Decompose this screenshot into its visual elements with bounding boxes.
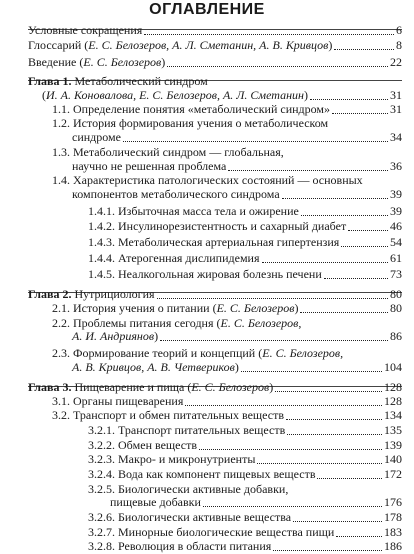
toc-entry-text (28, 38, 332, 53)
entry-title: ) (269, 380, 274, 394)
chapter-label: Глава 1. (28, 74, 72, 88)
toc-entry-text (72, 360, 239, 375)
entry-title: Глоссарий ( (28, 38, 89, 52)
entry-title: ) (328, 38, 333, 52)
page-number: 134 (384, 408, 402, 422)
entry-title: 2.3. Формирование теорий и концепций ( (52, 346, 263, 360)
page-number: 61 (390, 251, 402, 265)
entry-title: пищевые добавки (110, 495, 201, 509)
toc-entry-text (52, 301, 298, 316)
author-names: Е. С. Белозеров (83, 55, 162, 69)
toc-entry-text (72, 187, 280, 202)
page-number: 8 (396, 38, 402, 52)
entry-title: 3.2.7. Минорные биологические вещества пищи (88, 525, 335, 539)
entry-title: ) (294, 301, 299, 315)
dot-leader (348, 230, 388, 231)
toc-entry-text (52, 394, 183, 409)
toc-entry-text (28, 74, 208, 89)
author-names: Е. С. Белозеров, (262, 346, 344, 360)
page-number: 86 (390, 329, 402, 343)
dot-leader (287, 434, 382, 435)
author-names: И. А. Коновалова, Е. С. Белозеров, А. Л. Сметанин (46, 88, 304, 102)
toc-entry-text (88, 438, 197, 453)
dot-leader (228, 170, 388, 171)
toc-entry-text (88, 452, 255, 467)
entry-title: 3.2.5. Биологически активные добавки, (88, 482, 289, 496)
entry-title: 3.2.3. Макро- и микронутриенты (88, 452, 256, 466)
page-number: 135 (384, 423, 402, 437)
toc-entry-text (52, 173, 363, 188)
dot-leader (332, 113, 388, 114)
page-number: 22 (390, 55, 402, 69)
entry-title: Метаболический синдром (71, 74, 208, 88)
author-names: Е. С. Белозеров (191, 380, 270, 394)
page-number: 128 (384, 394, 402, 408)
page-number: 178 (384, 510, 402, 524)
page-number: 183 (384, 525, 402, 539)
entry-title: ) (161, 55, 166, 69)
entry-title: научно не решенная проблема (72, 159, 227, 173)
toc-entry-text (52, 408, 284, 423)
entry-title: 1.4.2. Инсулинорезистентность и сахарный диабет (88, 219, 347, 233)
entry-title: Пищеварение и пища ( (71, 380, 192, 394)
page-number: 176 (384, 495, 402, 509)
entry-title: ) (154, 329, 159, 343)
toc-entry-text (88, 204, 299, 219)
entry-title: 2.2. Проблемы питания сегодня ( (52, 316, 221, 330)
dot-leader (203, 506, 382, 507)
toc-title: ОГЛАВЛЕНИЕ (149, 1, 265, 18)
entry-title: 3.2.4. Вода как компонент пищевых веществ (88, 467, 316, 481)
toc-entry-text (88, 267, 322, 282)
page-number: 80 (390, 301, 402, 315)
dot-leader (275, 391, 382, 392)
page-number: 104 (384, 360, 402, 374)
toc-entry-text (88, 539, 271, 554)
dot-leader (144, 34, 394, 35)
toc-entry-text (88, 235, 339, 250)
author-names: А. И. Андриянов (72, 329, 155, 343)
toc-entry-text (52, 116, 328, 131)
dot-leader (123, 141, 388, 142)
dot-leader (262, 262, 389, 263)
dot-leader (334, 49, 394, 50)
page-number: 186 (384, 539, 402, 553)
toc-entry-text (88, 467, 315, 482)
page-number: 54 (390, 235, 402, 249)
toc-entry-text (52, 145, 284, 160)
page-number: 31 (390, 102, 402, 116)
dot-leader (310, 99, 388, 100)
toc-entry-text (52, 346, 343, 361)
entry-title: Условные сокращения (28, 23, 143, 37)
toc-entry-text (28, 55, 165, 70)
page-number: 36 (390, 159, 402, 173)
toc-entry-text (88, 525, 334, 540)
entry-title: Нутрициология (71, 287, 155, 301)
page-number: 6 (396, 23, 402, 37)
page-number: 73 (390, 267, 402, 281)
author-names: Е. С. Белозеров, (220, 316, 302, 330)
entry-title: 3.2. Транспорт и обмен питательных веществ (52, 408, 284, 422)
page-number: 39 (390, 187, 402, 201)
toc-entry-text (72, 329, 158, 344)
page-number: 34 (390, 130, 402, 144)
entry-title: синдроме (72, 130, 121, 144)
entry-title: 3.2.1. Транспорт питательных веществ (88, 423, 286, 437)
toc-entry-text (28, 287, 155, 302)
toc-entry-text (88, 423, 285, 438)
dot-leader (167, 66, 388, 67)
entry-title: 1.1. Определение понятия «метаболический синдром» (52, 102, 331, 116)
dot-leader (317, 478, 382, 479)
dot-leader (241, 371, 382, 372)
page-number: 172 (384, 467, 402, 481)
entry-title: ( (42, 88, 46, 102)
page-number: 128 (384, 380, 402, 394)
page-number: 80 (390, 287, 402, 301)
dot-leader (157, 298, 388, 299)
entry-title: ) (303, 88, 308, 102)
dot-leader (257, 463, 382, 464)
toc-entry-text (52, 102, 330, 117)
entry-title: 3.2.6. Биологически активные вещества (88, 510, 292, 524)
entry-title: 1.4.5. Неалкогольная жировая болезнь печени (88, 267, 322, 281)
page-number: 46 (390, 219, 402, 233)
dot-leader (336, 536, 382, 537)
toc-entry-text (42, 88, 308, 103)
author-names: Е. С. Белозеров (216, 301, 295, 315)
dot-leader (160, 340, 388, 341)
entry-title: 1.4.3. Метаболическая артериальная гипертензия (88, 235, 340, 249)
dot-leader (273, 550, 382, 551)
dot-leader (286, 419, 382, 420)
entry-title: ) (234, 360, 239, 374)
entry-title: 1.2. История формирования учения о метаболическом (52, 116, 329, 130)
dot-leader (282, 198, 388, 199)
toc-entry-text (88, 251, 260, 266)
dot-leader (293, 521, 382, 522)
toc-entry-text (72, 130, 121, 145)
entry-title: 3.2.2. Обмен веществ (88, 438, 198, 452)
chapter-label: Глава 3. (28, 380, 72, 394)
entry-title: 2.1. История учения о питании ( (52, 301, 217, 315)
page-number: 31 (390, 88, 402, 102)
entry-title: 3.1. Органы пищеварения (52, 394, 184, 408)
entry-title: Введение ( (28, 55, 84, 69)
dot-leader (301, 215, 388, 216)
entry-title: 1.4. Характеристика патологических состояний — основных (52, 173, 363, 187)
dot-leader (324, 278, 388, 279)
dot-leader (185, 405, 382, 406)
page-number: 140 (384, 452, 402, 466)
page-number: 39 (390, 204, 402, 218)
dot-leader (300, 312, 388, 313)
chapter-label: Глава 2. (28, 287, 72, 301)
entry-title: компонентов метаболического синдрома (72, 187, 280, 201)
entry-title: 3.2.8. Революция в области питания (88, 539, 272, 553)
dot-leader (199, 449, 382, 450)
entry-title: 1.4.1. Избыточная масса тела и ожирение (88, 204, 299, 218)
toc-entry-text (88, 219, 346, 234)
toc-entry-text (72, 159, 226, 174)
toc-entry-text (110, 495, 201, 510)
toc-entry-text (28, 380, 273, 395)
entry-title: 1.4.4. Атерогенная дислипидемия (88, 251, 260, 265)
author-names: Е. С. Белозеров, А. Л. Сметанин, А. В. Кривцов (88, 38, 329, 52)
page-number: 139 (384, 438, 402, 452)
author-names: А. В. Кривцов, А. В. Четвериков (72, 360, 235, 374)
toc-entry-text (28, 23, 142, 38)
entry-title: 1.3. Метаболический синдром — глобальная, (52, 145, 284, 159)
toc-entry-text (88, 510, 291, 525)
dot-leader (341, 246, 388, 247)
